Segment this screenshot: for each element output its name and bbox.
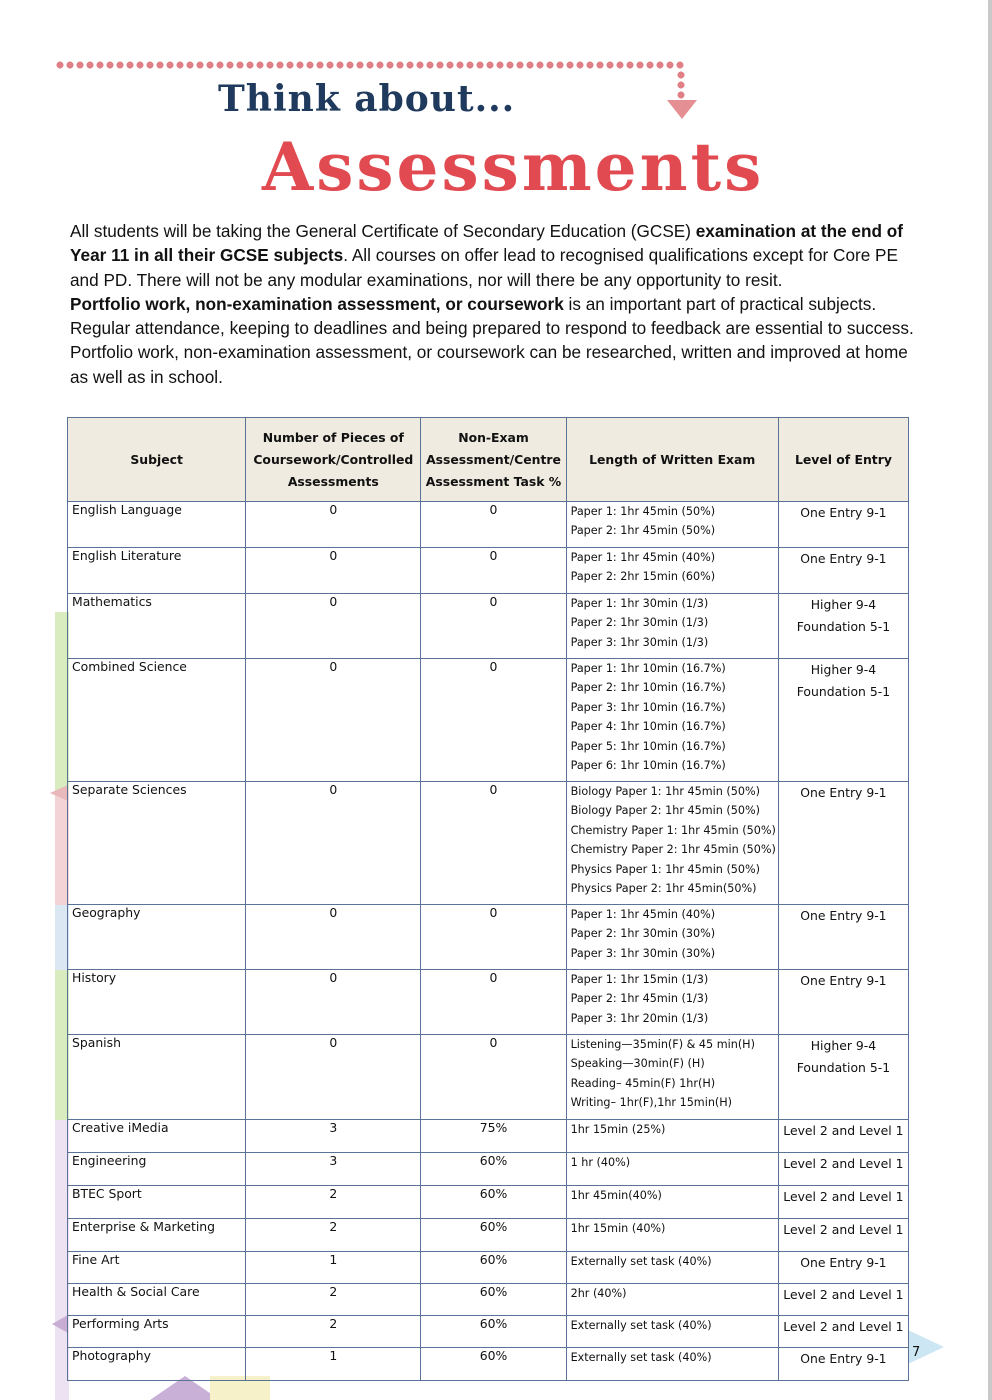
table-row (68, 502, 909, 548)
cell-exam-length (566, 659, 778, 782)
cell-subject: Mathematics (68, 594, 246, 659)
cell-coursework: 0 (246, 502, 421, 548)
entry-line: Level 2 and Level 1 (783, 1123, 904, 1138)
cell-level-of-entry (778, 1186, 908, 1219)
table-row (68, 1252, 909, 1284)
cell-coursework: 2 (246, 1316, 421, 1348)
intro-paragraph-1: All students will be taking the General Certificate of Secondary Education (GCSE) examination at the end of Year 11 in all their GCSE subjects. All courses on offer lead to recognised qualifications except for Core PE and PD. There will not be any modular examinations, nor will there be any opportunity to resit. (70, 221, 903, 290)
cell-nea: 60% (421, 1219, 566, 1252)
exam-line: Paper 3: 1hr 10min (16.7%) (570, 700, 726, 714)
exam-line: Paper 5: 1hr 10min (16.7%) (570, 739, 726, 753)
entry-line: One Entry 9-1 (800, 973, 887, 988)
table-row (68, 594, 909, 659)
cell-subject: Enterprise & Marketing (68, 1219, 246, 1252)
exam-line: Chemistry Paper 2: 1hr 45min (50%) (570, 843, 776, 857)
table-row (68, 548, 909, 594)
entry-line: Higher 9-4 (810, 1038, 877, 1053)
cell-exam-length (566, 905, 778, 970)
cell-coursework: 0 (246, 659, 421, 782)
entry-line: Level 2 and Level 1 (783, 1222, 904, 1237)
cell-subject: Separate Sciences (68, 782, 246, 905)
cell-exam-length (566, 1348, 778, 1381)
exam-line: Physics Paper 1: 1hr 45min (50%) (570, 862, 761, 876)
cell-nea: 0 (421, 548, 566, 594)
entry-line: Level 2 and Level 1 (783, 1287, 904, 1302)
entry-line: Foundation 5-1 (796, 1060, 891, 1075)
cell-level-of-entry (778, 782, 908, 905)
cell-nea: 0 (421, 905, 566, 970)
cell-level-of-entry (778, 594, 908, 659)
exam-line: 1 hr (40%) (570, 1156, 631, 1169)
table-header-row (68, 418, 909, 502)
entry-line: One Entry 9-1 (800, 1351, 887, 1366)
entry-line: One Entry 9-1 (800, 551, 887, 566)
cell-exam-length (566, 1186, 778, 1219)
entry-line: One Entry 9-1 (800, 785, 887, 800)
exam-line: Biology Paper 1: 1hr 45min (50%) (570, 785, 760, 798)
cell-coursework: 1 (246, 1348, 421, 1381)
cell-nea: 60% (421, 1252, 566, 1284)
cell-level-of-entry (778, 1316, 908, 1348)
arrow-down-icon (667, 100, 697, 119)
exam-line: 2hr (40%) (570, 1287, 627, 1300)
cell-exam-length (566, 1252, 778, 1284)
exam-line: Externally set task (40%) (570, 1255, 712, 1268)
cell-subject: Geography (68, 905, 246, 970)
exam-line: Reading– 45min(F) 1hr(H) (570, 1076, 716, 1090)
exam-line: Paper 1: 1hr 45min (40%) (570, 908, 716, 921)
cell-level-of-entry (778, 1219, 908, 1252)
cell-exam-length (566, 1316, 778, 1348)
table-row (68, 782, 909, 905)
cell-coursework: 3 (246, 1120, 421, 1153)
cell-coursework: 0 (246, 782, 421, 905)
table-body (68, 502, 909, 1381)
exam-line: Paper 1: 1hr 10min (16.7%) (570, 662, 726, 675)
cell-level-of-entry (778, 1284, 908, 1316)
cell-coursework: 2 (246, 1219, 421, 1252)
cell-level-of-entry (778, 1153, 908, 1186)
table-row (68, 1035, 909, 1120)
cell-exam-length (566, 548, 778, 594)
exam-line: Speaking—30min(F) (H) (570, 1057, 705, 1071)
exam-line: Paper 2: 1hr 45min (1/3) (570, 992, 709, 1006)
cell-nea: 60% (421, 1186, 566, 1219)
exam-line: Paper 4: 1hr 10min (16.7%) (570, 720, 726, 734)
cell-level-of-entry (778, 1120, 908, 1153)
header-subject: Subject (68, 418, 246, 502)
cell-coursework: 0 (246, 905, 421, 970)
cell-subject: Creative iMedia (68, 1120, 246, 1153)
dotted-line-decoration (55, 60, 685, 70)
exam-line: Externally set task (40%) (570, 1351, 712, 1364)
cell-level-of-entry (778, 548, 908, 594)
exam-line: Externally set task (40%) (570, 1319, 712, 1332)
cell-level-of-entry (778, 502, 908, 548)
cell-exam-length (566, 1219, 778, 1252)
exam-line: Paper 2: 1hr 30min (1/3) (570, 616, 709, 630)
header-nea: Non-Exam Assessment/Centre Assessment Task % (421, 418, 566, 502)
table-row (68, 1219, 909, 1252)
table-row (68, 905, 909, 970)
cell-subject: BTEC Sport (68, 1186, 246, 1219)
decorative-pink-triangle (50, 785, 68, 801)
cell-exam-length (566, 1284, 778, 1316)
title-think-about: Think about... (218, 78, 516, 120)
cell-subject: History (68, 970, 246, 1035)
cell-exam-length (566, 1153, 778, 1186)
exam-line: Paper 1: 1hr 45min (50%) (570, 505, 716, 518)
entry-line: One Entry 9-1 (800, 1255, 887, 1270)
exam-line: Physics Paper 2: 1hr 45min(50%) (570, 882, 757, 896)
exam-line: Paper 3: 1hr 20min (1/3) (570, 1011, 709, 1025)
cell-nea: 0 (421, 594, 566, 659)
cell-nea: 60% (421, 1316, 566, 1348)
exam-line: Writing– 1hr(F),1hr 15min(H) (570, 1096, 733, 1110)
cell-exam-length (566, 782, 778, 905)
cell-exam-length (566, 594, 778, 659)
entry-line: Level 2 and Level 1 (783, 1156, 904, 1171)
entry-line: Higher 9-4 (810, 662, 877, 677)
cell-exam-length (566, 1120, 778, 1153)
cell-coursework: 0 (246, 1035, 421, 1120)
page-edge (988, 0, 992, 1400)
table-row (68, 970, 909, 1035)
table-row (68, 1348, 909, 1381)
exam-line: Paper 2: 1hr 10min (16.7%) (570, 681, 726, 695)
table-row (68, 1316, 909, 1348)
header-exam-length: Length of Written Exam (566, 418, 778, 502)
decorative-purple-triangle (52, 1315, 68, 1333)
page-title: Assessments (262, 128, 765, 206)
exam-line: 1hr 45min(40%) (570, 1189, 662, 1202)
cell-level-of-entry (778, 970, 908, 1035)
cell-exam-length (566, 1035, 778, 1120)
table-row (68, 1153, 909, 1186)
cell-subject: English Language (68, 502, 246, 548)
cell-nea: 0 (421, 1035, 566, 1120)
cell-level-of-entry (778, 1348, 908, 1381)
cell-subject: Health & Social Care (68, 1284, 246, 1316)
exam-line: Paper 3: 1hr 30min (1/3) (570, 635, 709, 649)
table-row (68, 1186, 909, 1219)
cell-subject: English Literature (68, 548, 246, 594)
exam-line: Listening—35min(F) & 45 min(H) (570, 1038, 755, 1051)
exam-line: Paper 2: 1hr 30min (30%) (570, 927, 716, 941)
cell-coursework: 0 (246, 548, 421, 594)
cell-subject: Performing Arts (68, 1316, 246, 1348)
header-level-of-entry: Level of Entry (778, 418, 908, 502)
cell-subject: Engineering (68, 1153, 246, 1186)
cell-subject: Spanish (68, 1035, 246, 1120)
exam-line: 1hr 15min (40%) (570, 1222, 666, 1235)
exam-line: Paper 2: 1hr 45min (50%) (570, 524, 716, 538)
cell-nea: 0 (421, 782, 566, 905)
exam-line: Paper 1: 1hr 30min (1/3) (570, 597, 709, 610)
page-number: 7 (912, 1345, 921, 1360)
cell-subject: Fine Art (68, 1252, 246, 1284)
cell-nea: 60% (421, 1284, 566, 1316)
cell-nea: 0 (421, 659, 566, 782)
table-row (68, 1120, 909, 1153)
intro-text (70, 219, 920, 389)
exam-line: Biology Paper 2: 1hr 45min (50%) (570, 804, 760, 818)
entry-line: Higher 9-4 (810, 597, 877, 612)
entry-line: Foundation 5-1 (796, 684, 891, 699)
cell-subject: Photography (68, 1348, 246, 1381)
entry-line: One Entry 9-1 (800, 908, 887, 923)
cell-level-of-entry (778, 1035, 908, 1120)
exam-line: Paper 6: 1hr 10min (16.7%) (570, 759, 726, 773)
cell-coursework: 0 (246, 594, 421, 659)
cell-nea: 60% (421, 1348, 566, 1381)
cell-coursework: 3 (246, 1153, 421, 1186)
header-coursework: Number of Pieces of Coursework/Controlled Assessments (246, 418, 421, 502)
cell-nea: 0 (421, 502, 566, 548)
exam-line: Paper 3: 1hr 30min (30%) (570, 946, 716, 960)
cell-coursework: 2 (246, 1186, 421, 1219)
cell-nea: 75% (421, 1120, 566, 1153)
cell-level-of-entry (778, 905, 908, 970)
assessments-table (67, 417, 909, 1381)
cell-exam-length (566, 502, 778, 548)
exam-line: Paper 2: 2hr 15min (60%) (570, 570, 716, 584)
exam-line: Paper 1: 1hr 15min (1/3) (570, 973, 709, 986)
cell-level-of-entry (778, 1252, 908, 1284)
entry-line: One Entry 9-1 (800, 505, 887, 520)
intro-paragraph-2: Portfolio work, non-examination assessment, or coursework is an important part of practical subjects. Regular attendance, keeping to deadlines and being prepared to respond to feedback are essential to success. Portfolio work, non-examination assessment, or coursework can be researched, written and improved at home as well as in school. (70, 293, 914, 387)
entry-line: Level 2 and Level 1 (783, 1319, 904, 1334)
dotted-line-vertical (676, 70, 686, 100)
cell-exam-length (566, 970, 778, 1035)
cell-subject: Combined Science (68, 659, 246, 782)
cell-coursework: 2 (246, 1284, 421, 1316)
cell-level-of-entry (778, 659, 908, 782)
cell-coursework: 1 (246, 1252, 421, 1284)
exam-line: 1hr 15min (25%) (570, 1123, 666, 1136)
exam-line: Paper 1: 1hr 45min (40%) (570, 551, 716, 564)
cell-coursework: 0 (246, 970, 421, 1035)
entry-line: Level 2 and Level 1 (783, 1189, 904, 1204)
entry-line: Foundation 5-1 (796, 619, 891, 634)
table-row (68, 1284, 909, 1316)
cell-nea: 60% (421, 1153, 566, 1186)
exam-line: Chemistry Paper 1: 1hr 45min (50%) (570, 823, 776, 837)
table-row (68, 659, 909, 782)
cell-nea: 0 (421, 970, 566, 1035)
